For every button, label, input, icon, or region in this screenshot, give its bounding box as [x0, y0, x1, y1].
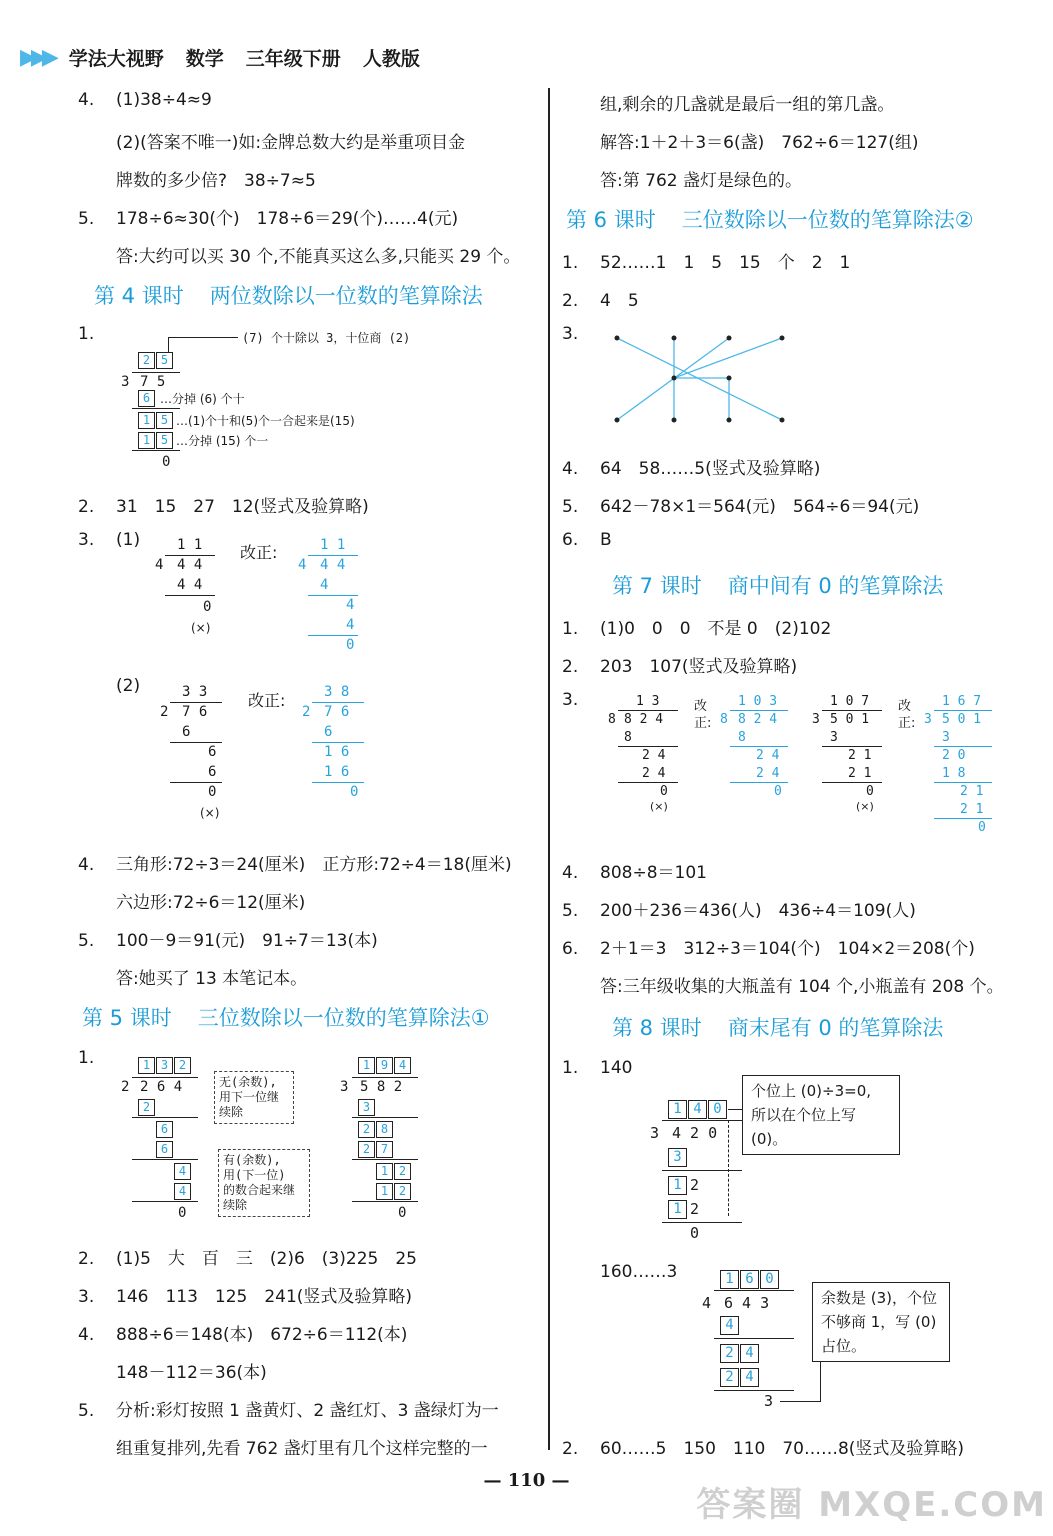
l6q3-number: 3. [562, 324, 579, 344]
q4-line1: 4. (1)38÷4≈9 [78, 90, 212, 110]
l4q3-1-wrong: 1 1 4 4 4 4 4 0 (×) [153, 537, 253, 647]
l8q1b: 160……3 [600, 1262, 678, 1282]
l7q3-divisions: 1 3 8 8 2 4 8 2 4 2 4 0 (×) 改正: 1 0 3 8 8 2 4 8 2 4 2 4 0 1 0 7 3 5 0 1 3 2 1 2 1 0 (×) 改正: 1 6 7 3 5 0 1 3 2 0 1 8 2 1 2 1 0 [608, 694, 1028, 844]
l4q3-2-correct: 3 8 2 7 6 6 1 6 1 6 0 [300, 684, 390, 814]
l8q1: 1. 140 [562, 1058, 633, 1078]
l4q2: 2. 31 15 27 12(竖式及验算略) [78, 497, 369, 517]
watermark: 答案圈 MXQE.COM [696, 1485, 1047, 1525]
l4q5-line2: 答:她买了 13 本笔记本。 [116, 969, 308, 989]
cont-line1: 组,剩余的几盏就是最后一组的第几盏。 [600, 95, 895, 115]
lesson6-title: 第 6 课时 三位数除以一位数的笔算除法② [566, 208, 974, 232]
arrows-icon: ▶▶▶ [20, 44, 53, 70]
l5q5-line1: 5. 分析:彩灯按照 1 盏黄灯、2 盏红灯、3 盏绿灯为一 [78, 1401, 499, 1421]
l4q3-1-correct-label: 改正: [240, 543, 278, 562]
l4q3-2-wrong: 3 3 2 7 6 6 6 6 0 (×) [158, 684, 258, 824]
q4-line3: 牌数的多少倍? 38÷7≈5 [116, 171, 316, 191]
l5q1-division-a: 1 3 2 2 2 6 4 2 6 6 4 4 0 无(余数), 用下一位继 续除 有(余数), 用(下一位) 的数合起来继 续除 1 9 4 3 5 8 2 3 2 8 2 7 1 2 1 2 0 [118, 1057, 438, 1227]
subject: 数学 [185, 47, 224, 70]
l7q2: 2. 203 107(竖式及验算略) [562, 657, 798, 677]
l5-note-remainder: 有(余数), 用(下一位) 的数合起来继 续除 [218, 1149, 310, 1217]
l8-note-ones-place: 个位上 (0)÷3=0, 所以在个位上写 (0)。 [742, 1075, 900, 1155]
l6q6: 6. B [562, 530, 612, 550]
l8q1b-division: 1 6 0 4 6 4 3 4 2 4 2 4 3 [700, 1270, 1020, 1410]
page-header [20, 40, 442, 74]
l8q2: 2. 60……5 150 110 70……8(竖式及验算略) [562, 1439, 965, 1459]
cont-line2: 解答:1＋2＋3＝6(盏) 762÷6＝127(组) [600, 133, 919, 153]
l6q3-matching-diagram [602, 328, 802, 428]
l4q4-line1: 4. 三角形:72÷3＝24(厘米) 正方形:72÷4＝18(厘米) [78, 855, 512, 875]
l6q4: 4. 64 58……5(竖式及验算略) [562, 459, 821, 479]
page-number: — 110 — [483, 1470, 570, 1491]
l6q1: 1. 52……1 1 5 15 个 2 1 [562, 253, 851, 273]
l8-note-remainder: 余数是 (3)，个位 不够商 1，写 (0) 占位。 [812, 1282, 950, 1362]
l7q4: 4. 808÷8＝101 [562, 863, 707, 883]
l4q1-division: (7) 个十除以 3，十位商 (2) 2 5 3 7 5 6 …分掉 (6) 个十 1 5 …(1)个十和(5)个一合起来是(15) 1 5 …分掉 (15) 个一 0 [121, 331, 411, 470]
l4q5-line1: 5. 100－9＝91(元) 91÷7＝13(本) [78, 931, 378, 951]
q5-line1: 5. 178÷6≈30(个) 178÷6＝29(个)……4(元) [78, 209, 459, 229]
q5-line2: 答:大约可以买 30 个,不能真买这么多,只能买 29 个。 [116, 247, 521, 267]
l5q1-number: 1. [78, 1048, 95, 1068]
edition: 人教版 [362, 47, 420, 70]
l5q3: 3. 146 113 125 241(竖式及验算略) [78, 1287, 413, 1307]
l4q4-line2: 六边形:72÷6＝12(厘米) [116, 893, 306, 913]
lesson5-title: 第 5 课时 三位数除以一位数的笔算除法① [82, 1006, 490, 1030]
l4q3-1-correct: 1 1 4 4 4 4 4 4 0 [296, 537, 386, 647]
lesson8-title: 第 8 课时 商末尾有 0 的笔算除法 [612, 1016, 944, 1040]
column-divider [548, 88, 550, 1450]
book-title: 学法大视野 [68, 47, 164, 70]
l4q3-2-label: (2) [116, 676, 141, 696]
l7q6-line2: 答:三年级收集的大瓶盖有 104 个,小瓶盖有 208 个。 [600, 977, 1004, 997]
l7q1: 1. (1)0 0 0 不是 0 (2)102 [562, 619, 832, 639]
grade: 三年级下册 [245, 47, 341, 70]
lesson7-title: 第 7 课时 商中间有 0 的笔算除法 [612, 574, 944, 598]
l6q5: 5. 642－78×1＝564(元) 564÷6＝94(元) [562, 497, 920, 517]
l5q2: 2. (1)5 大 百 三 (2)6 (3)225 25 [78, 1249, 417, 1269]
l7q3-number: 3. [562, 690, 579, 710]
l6q2: 2. 4 5 [562, 291, 639, 311]
q4-line2: (2)(答案不唯一)如:金牌总数大约是举重项目金 [116, 133, 466, 153]
l8q1-division: 1 4 0 3 4 2 0 3 1 2 1 2 0 [648, 1072, 1028, 1232]
l7q5: 5. 200＋236＝436(人) 436÷4＝109(人) [562, 901, 916, 921]
l5q4-line1: 4. 888÷6＝148(本) 672÷6＝112(本) [78, 1325, 408, 1345]
cont-line3: 答:第 762 盏灯是绿色的。 [600, 171, 802, 191]
lesson4-title: 第 4 课时 两位数除以一位数的笔算除法 [94, 284, 483, 308]
l4q1-number: 1. [78, 324, 95, 344]
l4q3-2-correct-label: 改正: [248, 691, 286, 710]
l5-note-no-remainder: 无(余数), 用下一位继 续除 [214, 1071, 294, 1124]
l4q3-number: 3. (1) [78, 530, 141, 550]
l5q4-line2: 148－112＝36(本) [116, 1363, 267, 1383]
l7q6-line1: 6. 2＋1＝3 312÷3＝104(个) 104×2＝208(个) [562, 939, 975, 959]
l5q5-line2: 组重复排列,先看 762 盏灯里有几个这样完整的一 [116, 1439, 488, 1459]
